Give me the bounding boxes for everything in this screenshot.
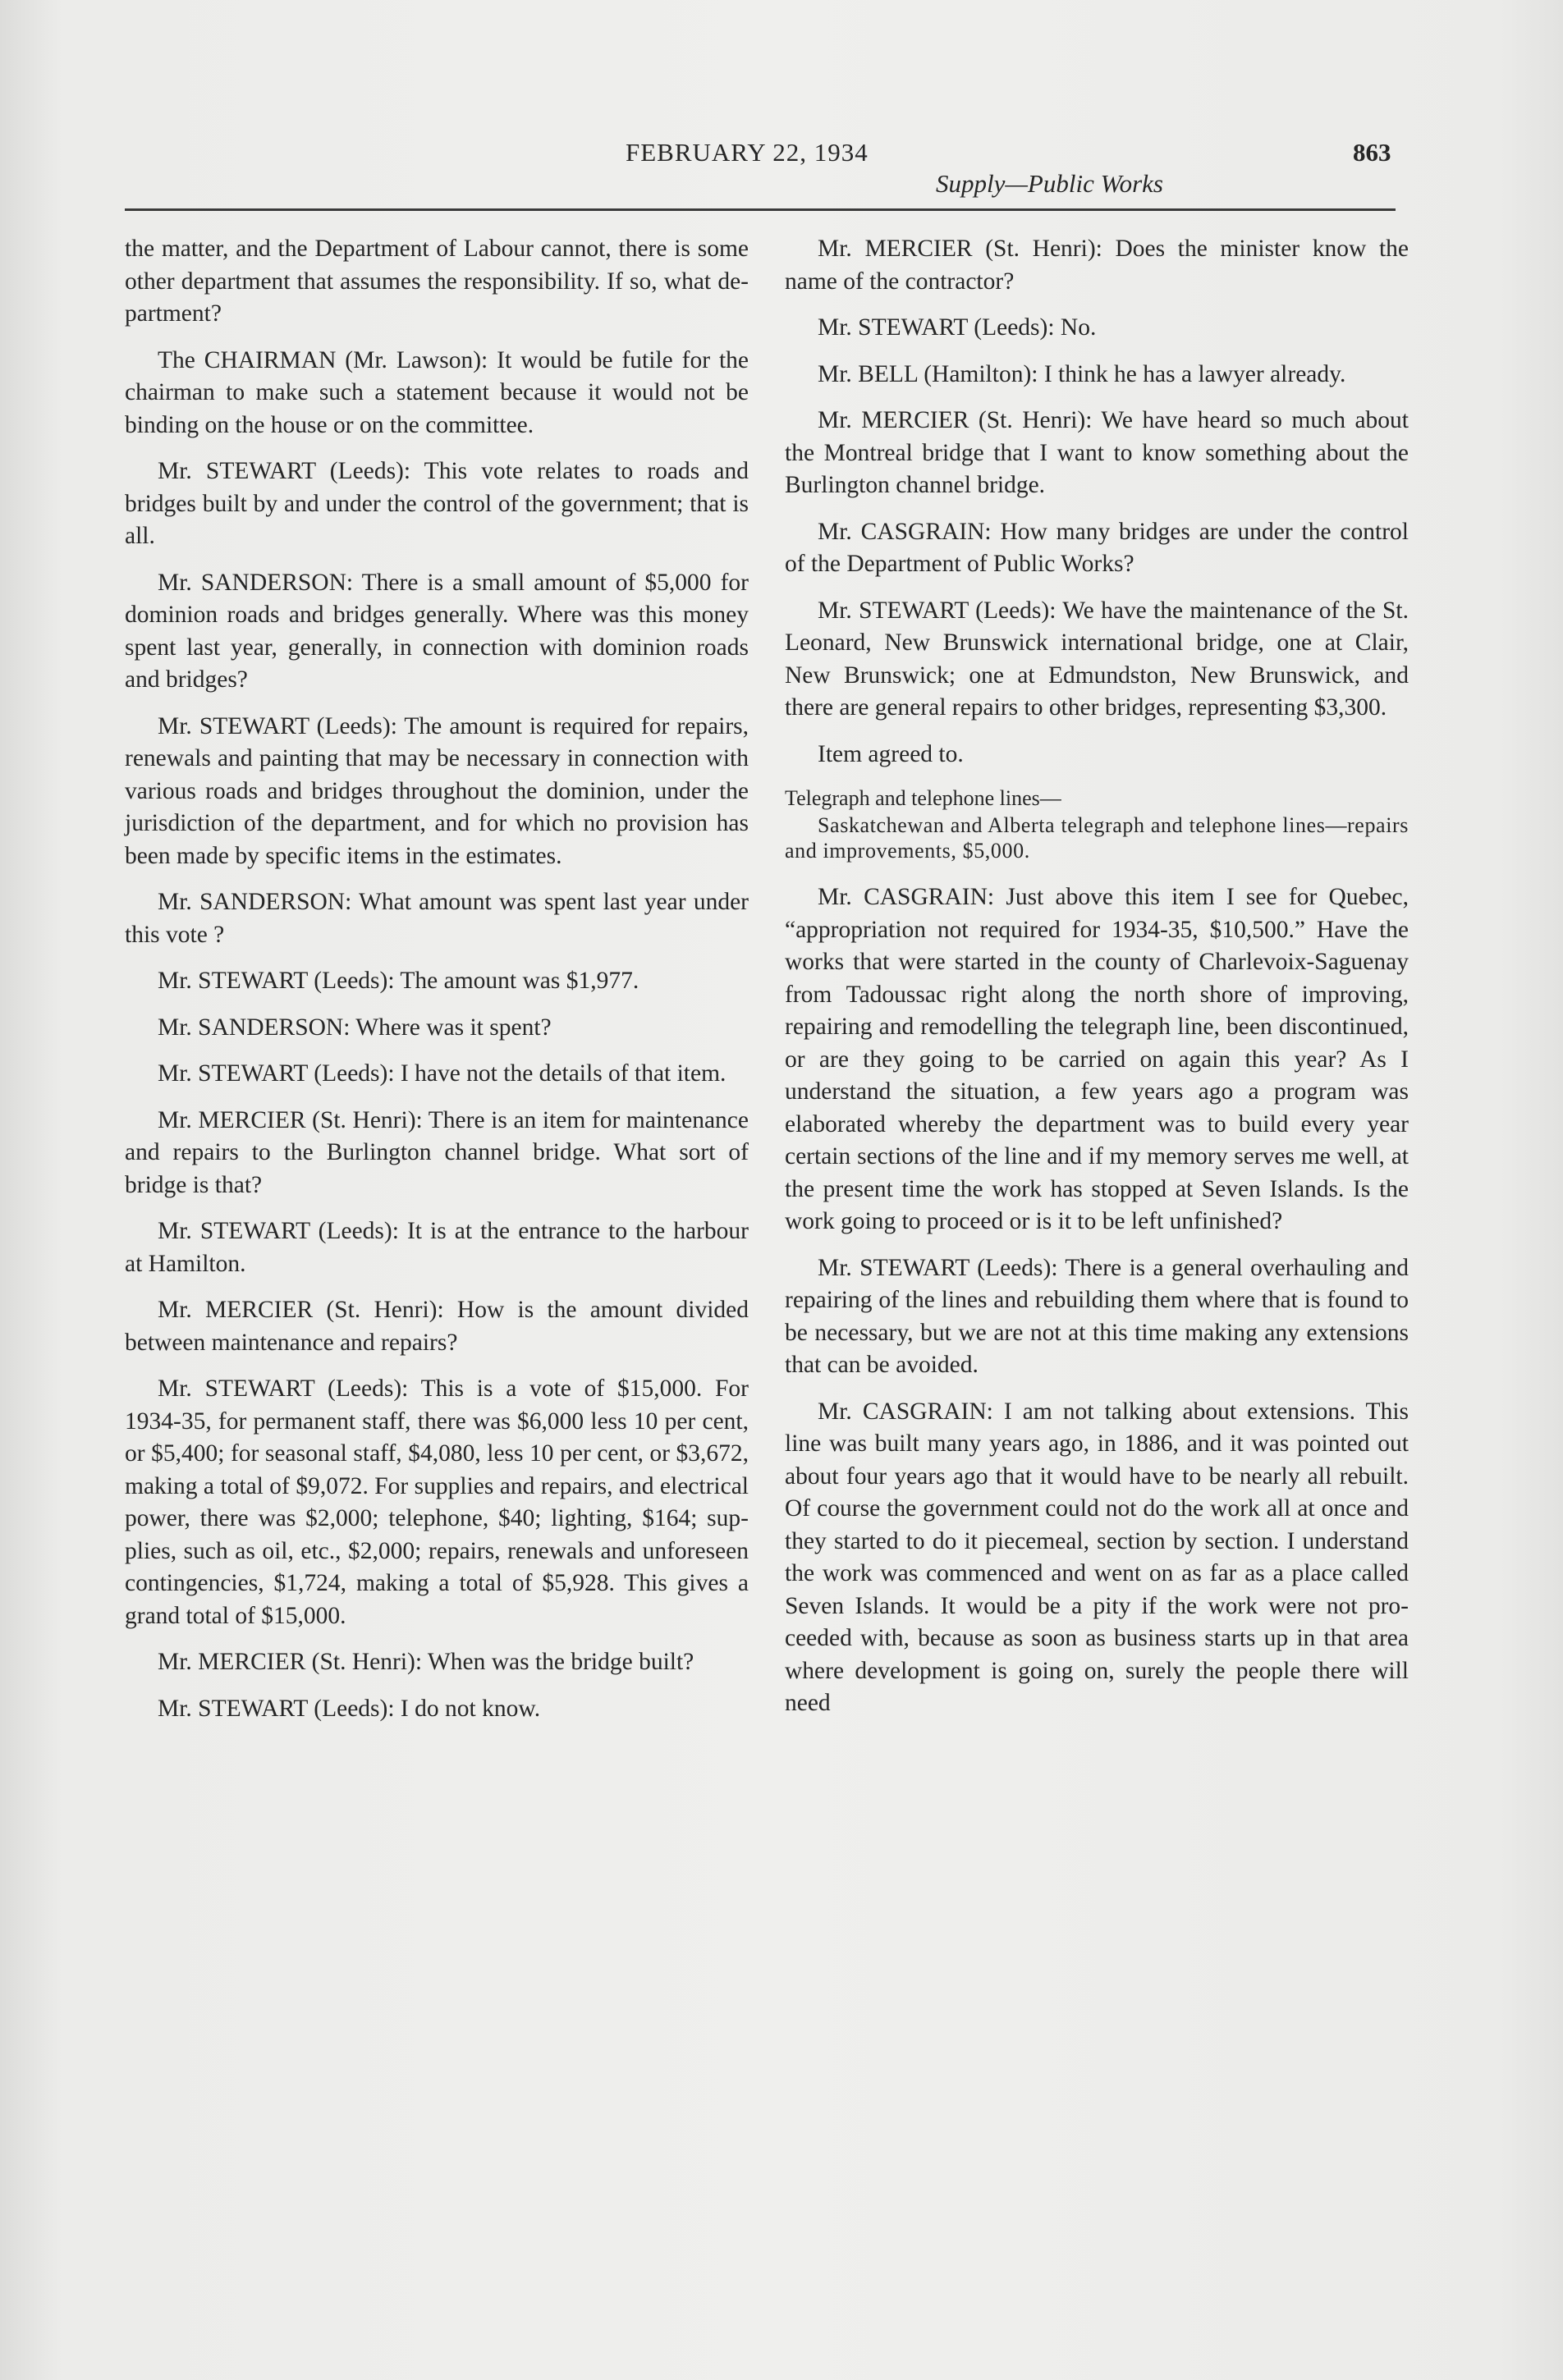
paragraph: Item agreed to. xyxy=(818,740,964,767)
paragraph: Mr. SANDERSON: There is a small amount of $5,000 for dominion roads and bridges generally. Where was this money spent last year, generally, in connection with dominion roads and bridges? xyxy=(125,569,749,693)
paragraph: Mr. CASGRAIN: Just above this item I see for Quebec, “appropriation not required for 1934-35, $10,500.” Have the works that were started in the county of Charlevoix-Saguenay from Tadoussac right along the north shore of improving, repairing and remodelling the telegraph line, been discontinued, or are they going to be carried on again this year? As I understand the situation, a few years ago a program was elaborated whereby the department was to build every year certain sections of the line and if my memory serves me well, at the present time the work has stopped at Seven Islands. Is the work going to proceed or is it to be left unfinished? xyxy=(785,884,1409,1234)
paragraph: Mr. STEWART (Leeds): I have not the details of that item. xyxy=(158,1060,726,1087)
paragraph: Mr. CASGRAIN: I am not talking about extensions. This line was built many years ago, in 1886, and it was pointed out about four years ago that it would have to be nearly all rebuilt. Of course the government could not do the work all at once and they started to do it piecemeal, section by section. I understand the work was commenced and went on as far as a place called Seven Islands. It would be a pity if the work were not proceeded with, because as soon as business starts up in that area where development is going on, surely the people there will need xyxy=(785,1398,1409,1716)
paragraph: Mr. STEWART (Leeds): I do not know. xyxy=(158,1695,541,1722)
paragraph: Mr. MERCIER (St. Henri): When was the bridge built? xyxy=(158,1649,694,1675)
paragraph: the matter, and the Department of Labour cannot, there is some other department that assumes the responsibility. If so, what department? xyxy=(125,236,749,327)
left-column xyxy=(125,233,749,1739)
paragraph: Mr. STEWART (Leeds): It is at the entrance to the harbour at Hamilton. xyxy=(125,1218,749,1277)
paragraph: Mr. MERCIER (St. Henri): Does the minister know the name of the contractor? xyxy=(785,236,1409,295)
paragraph: Mr. MERCIER (St. Henri): There is an item for maintenance and repairs to the Burlington channel bridge. What sort of bridge is that? xyxy=(125,1106,749,1198)
running-head: Supply—Public Works xyxy=(936,169,1163,198)
paragraph: Mr. STEWART (Leeds): This is a vote of $15,000. For 1934-35, for permanent staff, there was $6,000 less 10 per cent, or $5,400; for seasonal staff, $4,080, less 10 per cent, or $3,672, making a total of $9,072. For supplies and repairs, and electrical power, there was $2,000; telephone, $40; lighting, $164; supplies, such as oil, etc., $2,000; repairs, renewals and unforeseen contingencies, $1,724, making a total of $5,928. This gives a grand total of $15,000. xyxy=(125,1375,749,1629)
paragraph: Mr. BELL (Hamilton): I think he has a lawyer already. xyxy=(818,360,1346,387)
header-date: FEBRUARY 22, 1934 xyxy=(626,138,869,167)
paragraph: Mr. CASGRAIN: How many bridges are under the control of the Department of Public Works? xyxy=(785,518,1409,577)
paragraph: Mr. MERCIER (St. Henri): How is the amount divided between maintenance and repairs? xyxy=(125,1297,749,1356)
paragraph: Mr. MERCIER (St. Henri): We have heard so much about the Montreal bridge that I want to know something about the Burlington channel bridge. xyxy=(785,407,1409,498)
paragraph: Mr. STEWART (Leeds): No. xyxy=(818,314,1097,341)
item-heading: Telegraph and telephone lines— xyxy=(785,786,1061,810)
paragraph: Mr. STEWART (Leeds): The amount is required for repairs, renewals and painting that may be necessary in connection with various roads and bridges throughout the dominion, under the jurisdiction of the department, and for which no provision has been made by specific items in the estimates. xyxy=(125,712,749,869)
paragraph: Mr. STEWART (Leeds): We have the maintenance of the St. Leonard, New Brunswick international bridge, one at Clair, New Brunswick; one at Edmundston, New Brunswick, and there are general repairs to other bridges, representing $3,300. xyxy=(785,597,1409,721)
paragraph: Mr. STEWART (Leeds): This vote relates to roads and bridges built by and under the control of the government; that is all. xyxy=(125,458,749,549)
paragraph: Mr. STEWART (Leeds): The amount was $1,977. xyxy=(158,968,639,994)
right-column xyxy=(785,233,1409,1734)
paragraph: Mr. STEWART (Leeds): There is a general overhauling and repairing of the lines and rebuilding them where that is found to be necessary, but we are not at this time making any extensions that can be avoided. xyxy=(785,1254,1409,1378)
paragraph: Mr. SANDERSON: Where was it spent? xyxy=(158,1014,552,1041)
paragraph: The CHAIRMAN (Mr. Lawson): It would be futile for the chairman to make such a statement because it would not be binding on the house or on the committee. xyxy=(125,346,749,438)
header-rule xyxy=(125,208,1396,211)
page-number: 863 xyxy=(1353,138,1391,167)
paragraph: Mr. SANDERSON: What amount was spent last year under this vote ? xyxy=(125,889,749,948)
item-detail: Saskatchewan and Alberta telegraph and telephone lines—repairs and improvements, $5,000. xyxy=(785,813,1409,863)
